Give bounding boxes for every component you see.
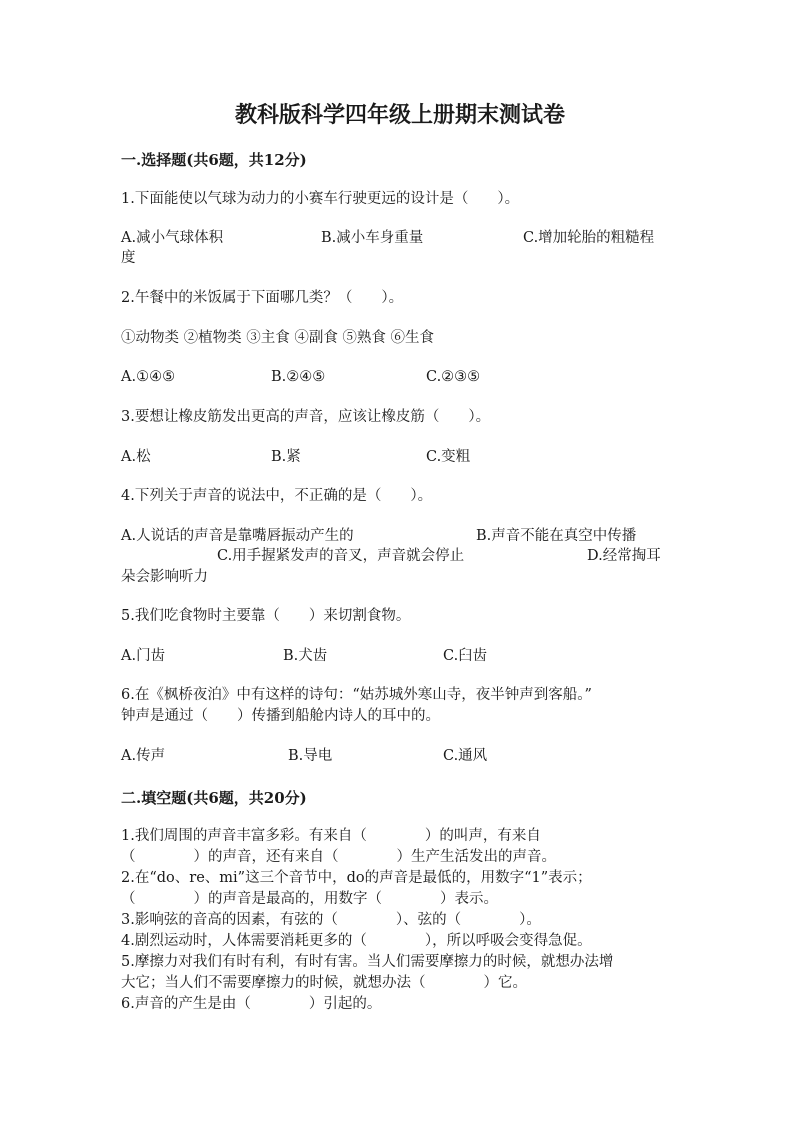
question-4-stem: 4.下列关于声音的说法中，不正确的是（ ）。: [121, 488, 433, 504]
question-1-option-c: C.增加轮胎的粗糙程: [523, 230, 655, 246]
question-5-stem: 5.我们吃食物时主要靠（ ）来切割食物。: [121, 608, 411, 624]
question-6-stem: 6.在《枫桥夜泊》中有这样的诗句：“姑苏城外寒山寺，夜半钟声到客船。”: [121, 687, 592, 703]
fill-line: 3.影响弦的音高的因素，有弦的（ ）、弦的（ ）。: [121, 912, 541, 928]
section-heading-choice: 一.选择题(共6题，共12分): [121, 151, 307, 169]
question-1-option-a: A.减小气球体积: [121, 230, 224, 246]
question-3-option-a: A.松: [121, 449, 151, 465]
question-5-option-b: B.犬齿: [283, 648, 328, 664]
question-2-option-c: C.②③⑤: [426, 369, 481, 385]
question-4-option-b: B.声音不能在真空中传播: [476, 528, 637, 544]
question-5-option-a: A.门齿: [121, 648, 166, 664]
fill-line: 5.摩擦力对我们有时有利，有时有害。当人们需要摩擦力的时候，就想办法增: [121, 954, 614, 970]
question-6-option-a: A.传声: [121, 748, 166, 764]
question-3-option-b: B.紧: [271, 449, 301, 465]
fill-line: 4.剧烈运动时，人体需要消耗更多的（ ），所以呼吸会变得急促。: [121, 933, 592, 949]
question-6-stem-cont: 钟声是通过（ ）传播到船舱内诗人的耳中的。: [121, 708, 440, 724]
question-2-categories: ①动物类 ②植物类 ③主食 ④副食 ⑤熟食 ⑥生食: [121, 330, 435, 346]
question-3-option-c: C.变粗: [426, 449, 471, 465]
section-heading-fill: 二.填空题(共6题，共20分): [121, 789, 307, 807]
question-6-option-b: B.导电: [288, 748, 333, 764]
fill-line: （ ）的声音，还有来自（ ）生产生活发出的声音。: [121, 849, 556, 865]
question-2-option-a: A.①④⑤: [121, 369, 176, 385]
question-2-stem: 2.午餐中的米饭属于下面哪几类？（ ）。: [121, 290, 404, 306]
fill-line: 1.我们周围的声音丰富多彩。有来自（ ）的叫声，有来自: [121, 828, 541, 844]
fill-line: 6.声音的产生是由（ ）引起的。: [121, 996, 382, 1012]
fill-line: 2.在“do、re、mi”这三个音节中，do的声音是最低的，用数字“1”表示；: [121, 870, 592, 886]
question-3-stem: 3.要想让橡皮筋发出更高的声音，应该让橡皮筋（ ）。: [121, 409, 491, 425]
question-5-option-c: C.臼齿: [443, 648, 488, 664]
fill-line: （ ）的声音是最高的，用数字（ ）表示。: [121, 891, 498, 907]
fill-line: 大它；当人们不需要摩擦力的时候，就想办法（ ）它。: [121, 975, 527, 991]
question-4-option-c: C.用手握紧发声的音叉，声音就会停止: [217, 548, 465, 564]
question-4-option-a: A.人说话的声音是靠嘴唇振动产生的: [121, 528, 354, 544]
question-4-option-d-wrap: 朵会影响听力: [121, 569, 208, 585]
question-1-option-b: B.减小车身重量: [321, 230, 424, 246]
question-4-option-d: D.经常掏耳: [587, 548, 661, 564]
question-1-stem: 1.下面能使以气球为动力的小赛车行驶更远的设计是（ ）。: [121, 191, 520, 207]
question-6-option-c: C.通风: [443, 748, 488, 764]
question-1-option-c-wrap: 度: [121, 250, 136, 266]
question-2-option-b: B.②④⑤: [271, 369, 326, 385]
page-title: 教科版科学四年级上册期末测试卷: [234, 102, 565, 128]
